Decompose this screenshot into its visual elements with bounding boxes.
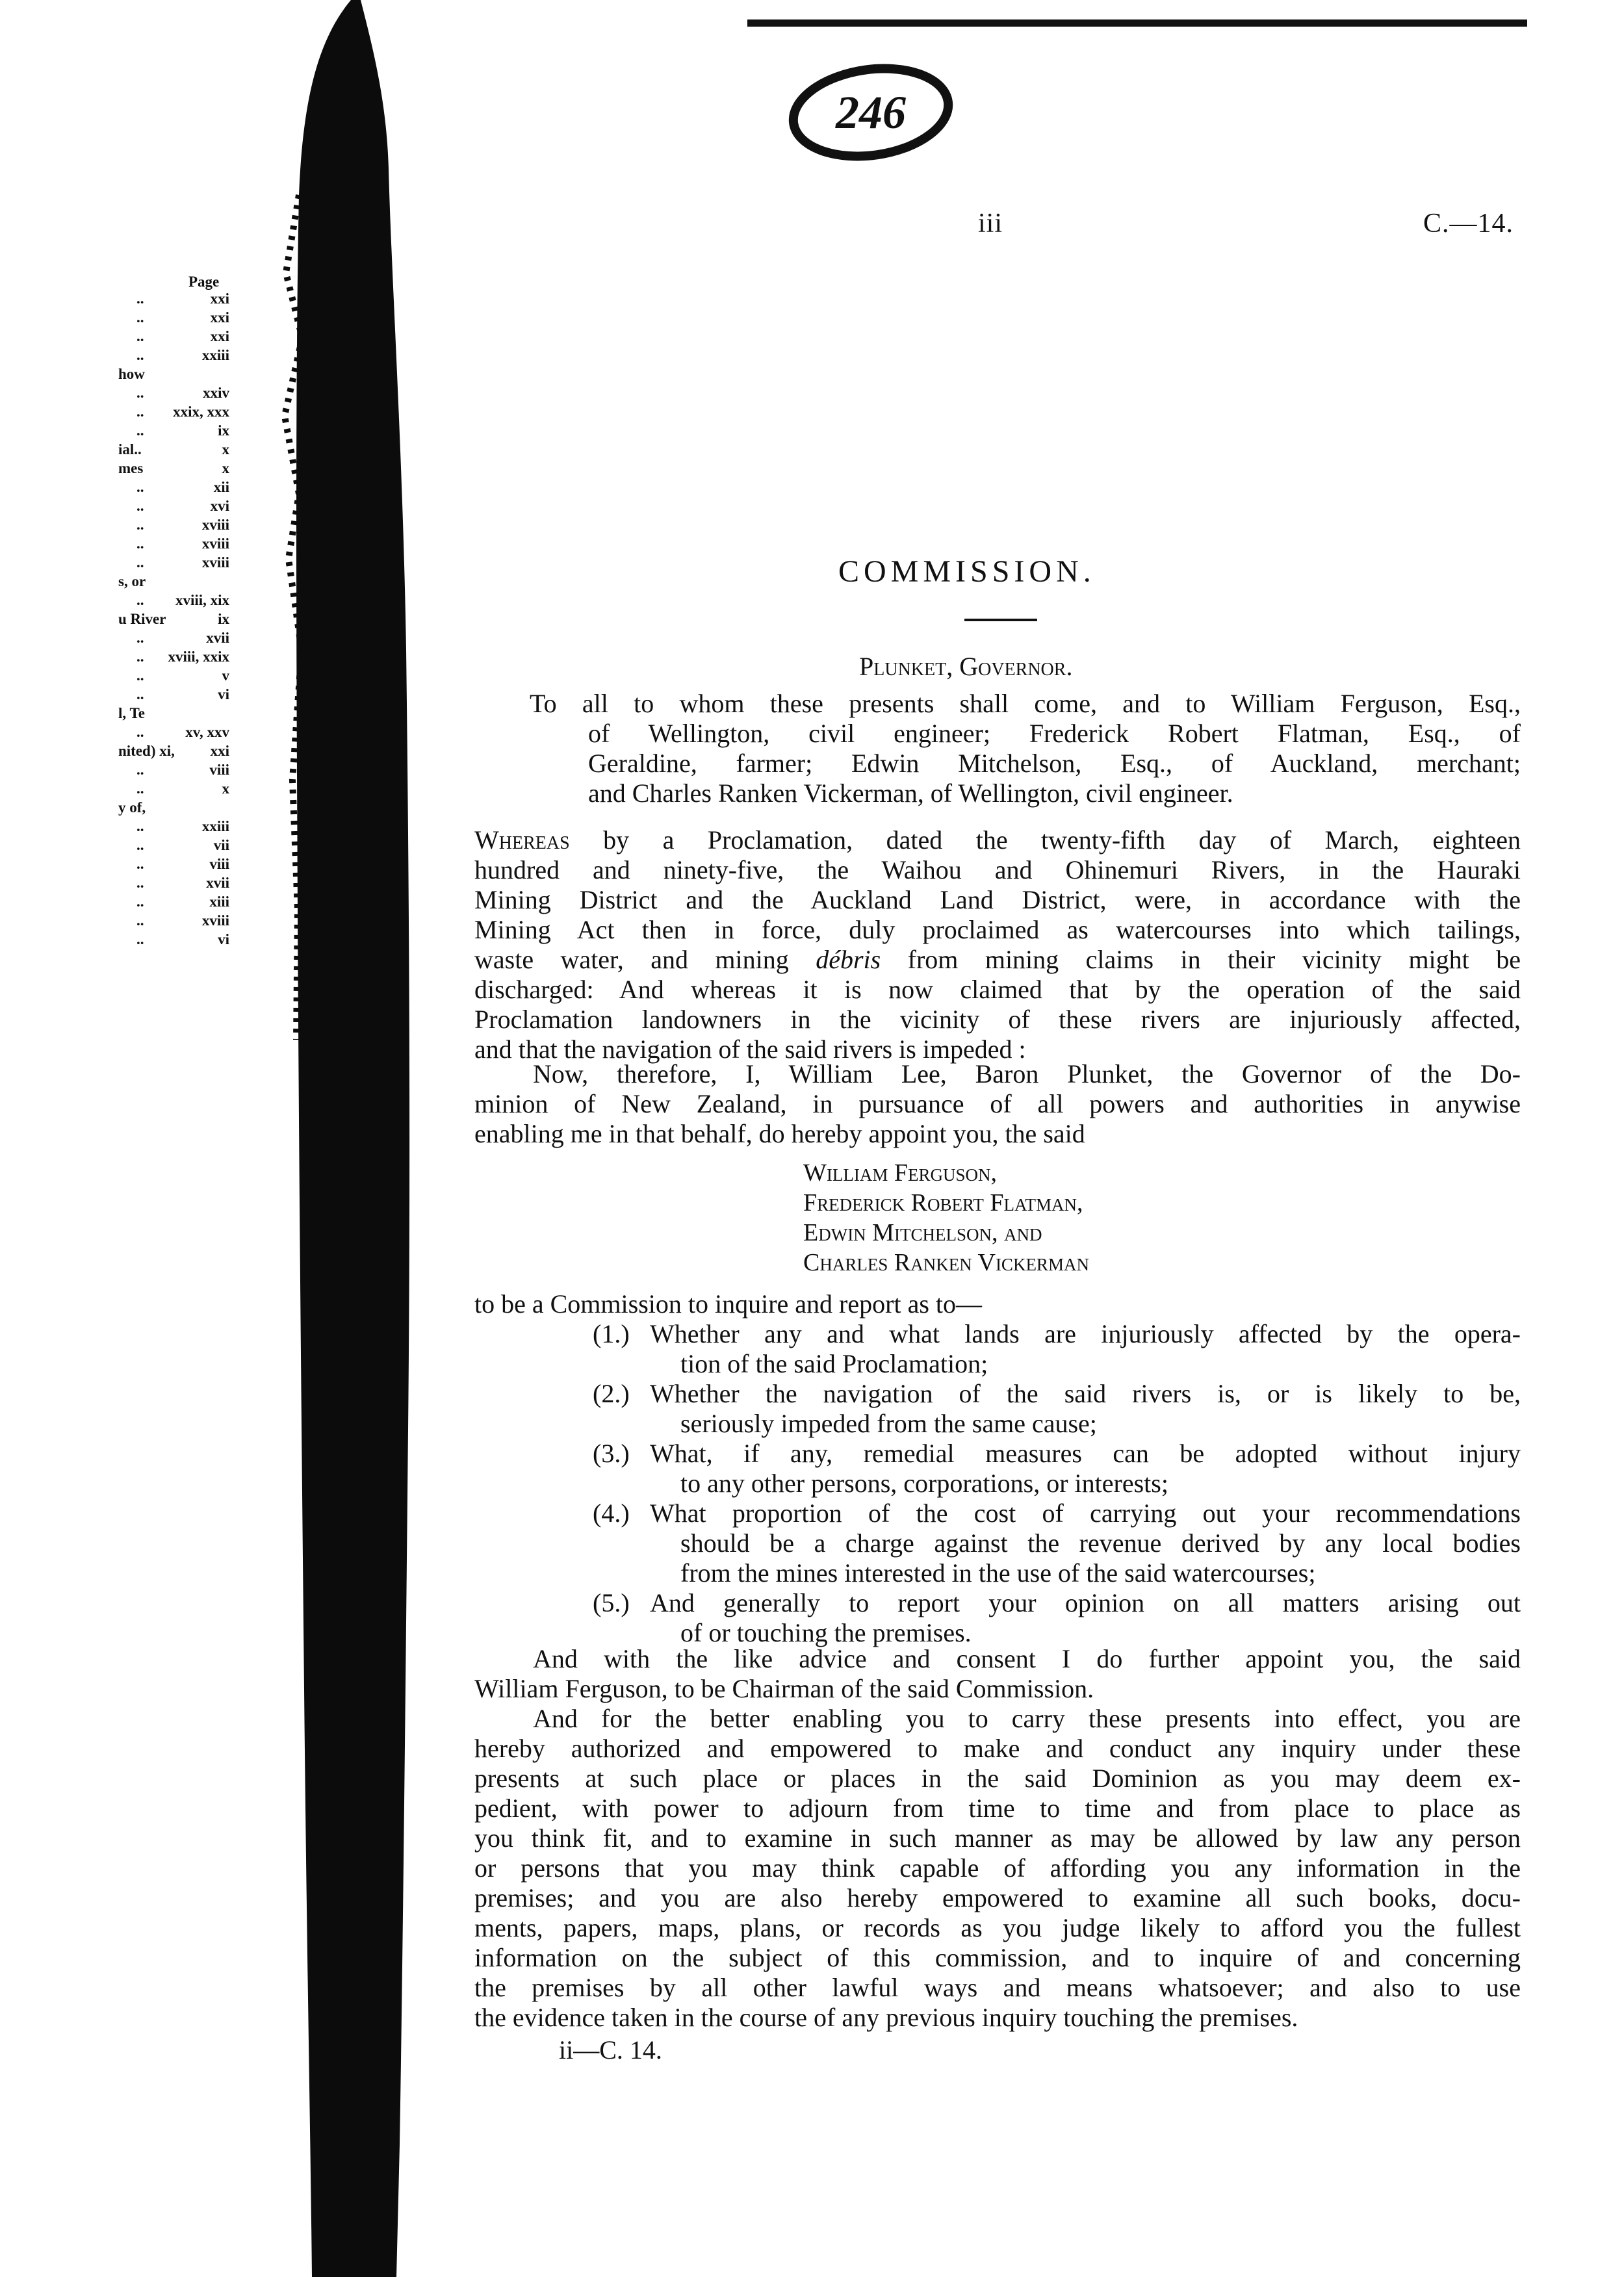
margin-index-leader: ..: [136, 328, 144, 344]
whereas-text: waste water, and mining: [474, 945, 816, 974]
item-line: to any other persons, corporations, or interests;: [680, 1469, 1168, 1498]
whereas-line: [474, 825, 1521, 855]
margin-index-pages: x: [222, 780, 229, 797]
whereas-line: and that the navigation of the said rivers is impeded :: [474, 1035, 1026, 1064]
margin-index-pages: xxiv: [203, 385, 229, 401]
powers-line: ments, papers, maps, plans, or records as you judge likely to afford you the fullest: [474, 1913, 1521, 1942]
appointee-name: Charles Ranken Vickerman: [803, 1249, 1089, 1276]
margin-index-leader: ..: [136, 498, 144, 514]
margin-index-leader: ..: [136, 517, 144, 533]
debris-italic: débris: [816, 945, 881, 974]
margin-index-leader: ..: [136, 479, 144, 495]
powers-line: pedient, with power to adjourn from time to time and from place to place as: [474, 1794, 1521, 1823]
margin-index-pages: vi: [218, 686, 229, 702]
document-reference: C.—14.: [1423, 209, 1514, 238]
chairman-line: William Ferguson, to be Chairman of the said Commission.: [474, 1674, 1094, 1703]
margin-index-pages: xxi: [210, 328, 229, 344]
margin-index-label: ial..: [118, 441, 142, 457]
powers-line: presents at such place or places in the said Dominion as you may deem ex-: [474, 1764, 1521, 1793]
powers-line: the evidence taken in the course of any previous inquiry touching the premises.: [474, 2003, 1298, 2032]
address-line: of Wellington, civil engineer; Frederick Robert Flatman, Esq., of: [588, 719, 1521, 748]
item-line: What proportion of the cost of carrying out your recommendations: [650, 1499, 1521, 1528]
margin-index-leader: ..: [136, 837, 144, 853]
appointee-name: William Ferguson,: [803, 1159, 997, 1187]
powers-line: premises; and you are also hereby empowered to examine all such books, docu-: [474, 1883, 1521, 1912]
margin-index-leader: ..: [136, 724, 144, 740]
appointee-name: Frederick Robert Flatman,: [803, 1189, 1083, 1216]
margin-index-pages: xviii: [201, 535, 229, 552]
address-line: and Charles Ranken Vickerman, of Wellington, civil engineer.: [588, 778, 1233, 808]
item-line: What, if any, remedial measures can be adopted without injury: [650, 1439, 1521, 1468]
margin-index-pages: xxi: [210, 309, 229, 326]
margin-index-pages: viii: [209, 856, 229, 872]
powers-line: you think fit, and to examine in such manner as may be allowed by law any person: [474, 1823, 1521, 1853]
margin-index-pages: xviii: [201, 912, 229, 929]
margin-index-label: s, or: [118, 573, 146, 589]
margin-index-leader: ..: [136, 875, 144, 891]
margin-index-pages: xv, xxv: [185, 724, 229, 740]
item-number: (4.): [593, 1499, 630, 1528]
item-line: from the mines interested in the use of the said watercourses;: [680, 1558, 1316, 1588]
margin-index-leader: ..: [136, 630, 144, 646]
margin-index-leader: ..: [136, 535, 144, 552]
margin-index-leader: ..: [136, 762, 144, 778]
margin-index-pages: vi: [218, 931, 229, 947]
margin-index-leader: ..: [136, 912, 144, 929]
margin-index-leader: ..: [136, 649, 144, 665]
item-line: Whether any and what lands are injuriously affected by the opera-: [650, 1319, 1521, 1348]
margin-index-leader: ..: [136, 309, 144, 326]
whereas-line: Mining District and the Auckland Land District, were, in accordance with the: [474, 885, 1521, 914]
margin-index-pages: xviii: [201, 517, 229, 533]
margin-index-label: mes: [118, 460, 144, 476]
inquiry-intro: to be a Commission to inquire and report as to—: [474, 1289, 982, 1319]
margin-index-label: l, Te: [118, 705, 145, 721]
margin-index-pages: xvii: [206, 875, 229, 891]
margin-index-leader: ..: [136, 592, 144, 608]
powers-line: information on the subject of this commission, and to inquire of and concerning: [474, 1943, 1521, 1972]
powers-line: hereby authorized and empowered to make and conduct any inquiry under these: [474, 1734, 1521, 1763]
powers-line: the premises by all other lawful ways and means whatsoever; and also to use: [474, 1973, 1521, 2002]
margin-index-leader: ..: [136, 818, 144, 834]
item-line: seriously impeded from the same cause;: [680, 1409, 1097, 1438]
page-number: iii: [978, 209, 1003, 238]
margin-index-leader: ..: [136, 347, 144, 363]
margin-index-pages: viii: [209, 762, 229, 778]
governor-line: Plunket, Governor.: [859, 652, 1073, 681]
powers-line: And for the better enabling you to carry these presents into effect, you are: [533, 1704, 1521, 1733]
title-rule: [964, 619, 1037, 621]
margin-index-leader: ..: [136, 856, 144, 872]
margin-index-leader: ..: [136, 667, 144, 684]
margin-index-pages: x: [222, 441, 229, 457]
margin-index-pages: xvii: [206, 630, 229, 646]
whereas-line: Mining Act then in force, duly proclaimed as watercourses into which tailings,: [474, 915, 1521, 944]
margin-index-pages: xviii, xxix: [168, 649, 229, 665]
item-number: (1.): [593, 1319, 630, 1348]
margin-index-pages: xviii: [201, 554, 229, 571]
margin-index-leader: ..: [136, 894, 144, 910]
margin-index-label: nited) xi,: [118, 743, 175, 759]
whereas-line: Proclamation landowners in the vicinity of these rivers are injuriously affected,: [474, 1005, 1521, 1034]
item-line: And generally to report your opinion on all matters arising out: [650, 1588, 1521, 1617]
now-line: enabling me in that behalf, do hereby appoint you, the said: [474, 1119, 1085, 1148]
margin-index-pages: xxi: [210, 743, 229, 759]
margin-index-leader: ..: [136, 686, 144, 702]
margin-index-pages: v: [222, 667, 229, 684]
whereas-word: Whereas: [474, 825, 570, 855]
commission-title: COMMISSION.: [838, 554, 1096, 589]
appointee-name: Edwin Mitchelson, and: [803, 1219, 1042, 1246]
margin-index-pages: ix: [218, 422, 229, 439]
item-line: Whether the navigation of the said rivers is, or is likely to be,: [650, 1379, 1521, 1408]
margin-index-pages: xvi: [210, 498, 229, 514]
item-number: (2.): [593, 1379, 630, 1408]
margin-index-pages: x: [222, 460, 229, 476]
margin-index-leader: ..: [136, 385, 144, 401]
margin-index-leader: ..: [136, 404, 144, 420]
whereas-line: discharged: And whereas it is now claimed that by the operation of the said: [474, 975, 1521, 1004]
item-number: (3.): [593, 1439, 630, 1468]
margin-index-leader: ..: [136, 422, 144, 439]
item-line: tion of the said Proclamation;: [680, 1349, 988, 1378]
margin-index-pages: xxiii: [201, 347, 229, 363]
stamp-circle: [783, 55, 959, 169]
margin-index-pages: xxix, xxx: [173, 404, 229, 420]
margin-index-leader: ..: [136, 931, 144, 947]
whereas-text: by a Proclamation, dated the twenty-fifth day of March, eighteen: [569, 825, 1521, 855]
margin-index-pages: xviii, xix: [175, 592, 229, 608]
address-line: Geraldine, farmer; Edwin Mitchelson, Esq., of Auckland, merchant;: [588, 749, 1521, 778]
top-rule: [747, 19, 1527, 27]
margin-index-leader: ..: [136, 554, 144, 571]
address-line: To all to whom these presents shall come, and to William Ferguson, Esq.,: [530, 689, 1521, 718]
stamp-number: 246: [836, 86, 906, 138]
margin-index-pages: xii: [213, 479, 229, 495]
margin-index-pages: xxi: [210, 290, 229, 307]
item-number: (5.): [593, 1588, 630, 1617]
margin-index-label: y of,: [118, 799, 146, 816]
now-line: minion of New Zealand, in pursuance of all powers and authorities in anywise: [474, 1089, 1521, 1118]
whereas-text: from mining claims in their vicinity might be: [881, 945, 1521, 974]
margin-index-pages: vii: [213, 837, 229, 853]
item-line: of or touching the premises.: [680, 1618, 972, 1647]
margin-index-pages: xiii: [209, 894, 229, 910]
whereas-line: hundred and ninety-five, the Waihou and Ohinemuri Rivers, in the Hauraki: [474, 855, 1521, 884]
item-line: should be a charge against the revenue derived by any local bodies: [680, 1528, 1521, 1558]
margin-index-pages: xxiii: [201, 818, 229, 834]
margin-index-heading: Page: [188, 274, 220, 290]
margin-index-label: u River: [118, 611, 166, 627]
whereas-line: [474, 945, 1521, 975]
powers-line: or persons that you may think capable of affording you any information in the: [474, 1853, 1521, 1883]
margin-index-pages: ix: [218, 611, 229, 627]
margin-index-label: how: [118, 366, 145, 382]
margin-index-leader: ..: [136, 290, 144, 307]
chairman-line: And with the like advice and consent I do further appoint you, the said: [533, 1644, 1521, 1673]
margin-index-leader: ..: [136, 780, 144, 797]
signature-reference: ii—C. 14.: [559, 2035, 662, 2065]
binding-shadow: [273, 0, 435, 2277]
now-line: Now, therefore, I, William Lee, Baron Plunket, the Governor of the Do-: [533, 1059, 1521, 1088]
